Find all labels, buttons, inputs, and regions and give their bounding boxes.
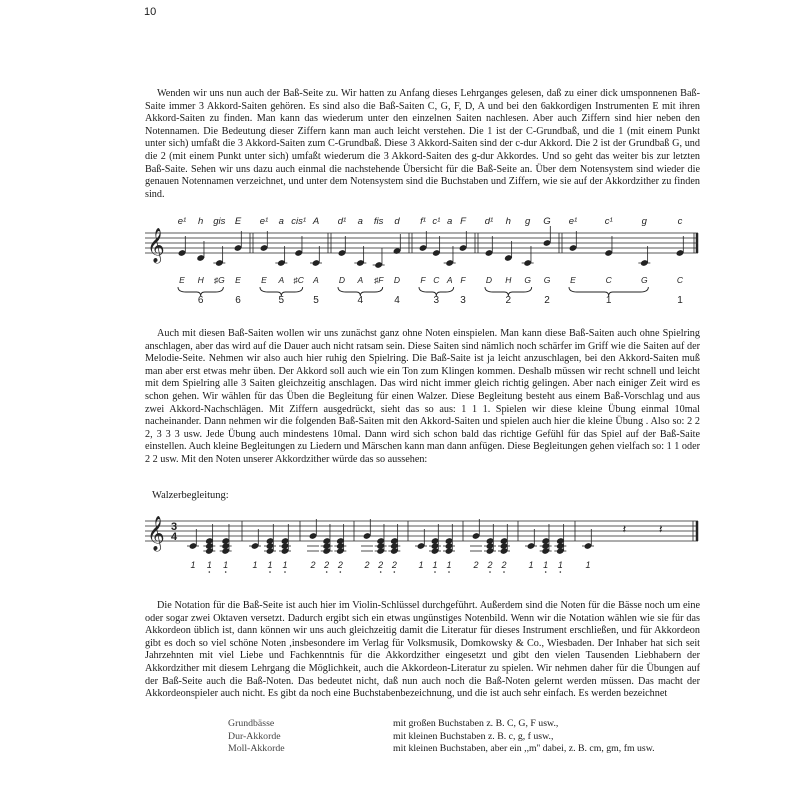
note-label: g xyxy=(641,216,647,227)
quarter-rest-icon: 𝄽 xyxy=(658,522,663,536)
note-label: 1 xyxy=(557,560,563,570)
note-label: 1 xyxy=(446,560,452,570)
chord-dot xyxy=(394,571,396,573)
paragraph-bass-side-intro: Wenden wir uns nun auch der Baß-Seite zu. Wir hatten zu Anfang dieses Lehrganges gelesen, daß zu einer dick umsponnenen Baß-Saite immer 3 Akkord-Saiten gehören. Es sind also die Baß-Saiten C, G, F, D, A und bei den 6akkordigen Instrumenten E mit ihren Akkord-Saiten zu finden. Man kann das wiederum unter den einzelnen Saiten nachlesen. Aber auch Ziffern sind hier neben den Notennamen. Die Bedeutung dieser Ziffern kann man auch leicht verstehen. Die 1 ist der C-Grundbaß, und die 1 (mit einem Punkt unter sich) umfaßt die 3 Akkord-Saiten zum C-Grundbaß. Diese 3 Akkord-Saiten sind der c-dur Akkord. Die 2 ist der Grundbaß G, und die 2 (mit einem Punkt unter sich) umfaßt wiederum die 3 Akkord-Saiten des g-dur Akkordes. Und so geht das weiter bis zur letzten Baß-Saite. Sehen wir uns dazu auch einmal die nachstehende Übersicht für die Baß-Seite an. Über dem Notensystem sind wieder die genauen Notennamen verzeichnet, und unter dem Notensystem sind die Buchstaben und Ziffern, wie sie auf der Akkordzither zu finden sind. xyxy=(145,88,700,200)
note-label: a xyxy=(278,216,284,227)
designation-term: Grundbässe xyxy=(228,718,275,729)
note-label: F xyxy=(460,275,466,285)
note-label: 3 xyxy=(433,295,440,306)
designation-term: Dur-Akkorde xyxy=(228,730,281,742)
note-label: 2 xyxy=(310,560,316,570)
note-label: 3 xyxy=(170,521,178,533)
note-label: 4 xyxy=(394,295,400,306)
note-label: d xyxy=(394,216,400,227)
note-label: 2 xyxy=(487,560,493,570)
designation-row xyxy=(228,718,655,731)
note-label: e¹ xyxy=(259,216,269,227)
note-label: f¹ xyxy=(420,216,426,227)
note-label: G xyxy=(641,275,648,285)
note-label: A xyxy=(313,275,319,285)
note-label: 2 xyxy=(505,295,512,306)
note-label: H xyxy=(197,275,204,285)
note-label: E xyxy=(261,275,267,285)
designation-row xyxy=(228,743,655,756)
note-label: e¹ xyxy=(568,216,578,227)
designation-table xyxy=(228,718,655,756)
note-label: E xyxy=(235,275,241,285)
note-label: 1 xyxy=(190,560,196,570)
paragraph-practice: Auch mit diesen Baß-Saiten wollen wir uns zunächst ganz ohne Noten einspielen. Man kann diese Baß-Saiten auch ohne Spielring anschlagen, aber das wird auf die Dauer auch nicht ratsam sein. Diese Saiten sind nämlich noch schärfer im Griff wie die Saiten auf der Melodie-Seite. Nehmen wir also auch hier ruhig den Spielring. Die Baß-Saite ist ja leicht anzuschlagen, bei den Akkord-Saiten muß man aber erst etwas mehr üben. Der Akkord soll auch wie ein Ton zum Klingen kommen. Deshalb müssen wir recht schnell und leicht mit dem Spielring alle 3 Saiten gleichzeitig anschlagen. Das wird nicht immer gleich richtig gelingen. Aber nach einiger Zeit wird es schon gehen. Wir wählen für das Üben die Begleitung für einen Walzer. Diese Begleitung besteht aus einem Baß-Vorschlag und aus zwei Akkord-Nachschlägen. Mit Ziffern ausgedrückt, sieht das so aus: 1 1 1. Spielen wir diese kleine Übung einmal 10mal nacheinander. Dann nehmen wir die folgenden Baß-Saiten mit den Akkord-Saiten und spielen auch hier die kleine Übung . Also so: 2 2 2, 3 3 3 usw. Jede Übung auch mindestens 10mal. Dann wird sich schon bald das richtige Gefühl für das Spiel auf der Baß-Saite einstellen. Auch kleine Begleitungen zu Liedern und Märschen kann man dann anfügen. Diese Begleitungen gehen vielfach so: 1 1 oder 2 2 usw. Mit den Noten unserer Akkordzither würde das so aussehen: xyxy=(145,328,700,465)
note-label: D xyxy=(485,275,493,285)
note-label: d¹ xyxy=(337,216,347,227)
page-number: 10 xyxy=(144,6,157,18)
paragraph-notation: Die Notation für die Baß-Seite ist auch hier im Violin-Schlüssel durchgeführt. Außerdem sind die Noten für die Bässe noch um eine oder sogar zwei Oktaven versetzt. Dadurch ergibt sich ein etwas ungünstiges Notenbild. Wenn wir die Notation wählen wie sie für das Akkordeon üblich ist, dann können wir uns auch gleichzeitig damit die Literatur für dieses Instrument erschließen, und für Akkordeon gibt es doch so viel schöne Noten ,insbesondere im Verlag für Volksmusik, Domkowsky & Co., Wiesbaden. Der Inhaber hat sich seit Jahrzehnten mit viel Liebe und Fachkenntnis für die Akkordzither eingesetzt und gibt den vielen Tausenden Liebhabern der Akkordzither mit diesem Lehrgang die Möglichkeit, auch die Akkordeon-Literatur zu spielen. Wir nehmen daher für die Übungen auf der Baß-Seite auch die Baß-Noten. Das bedeutet nicht, daß nun auch noch die Baß-Noten gelernt werden müssen. Das macht der Akkordeonspieler auch nicht. Es gibt da noch eine Buchstabenbezeichnung, und die ist auch sehr einfach. Es werden bezeichnet xyxy=(145,600,700,700)
note-label: 4 xyxy=(357,295,364,306)
note-label: F xyxy=(460,216,466,227)
note-label: E xyxy=(234,216,242,227)
note-label: 1 xyxy=(432,560,438,570)
chord-dot xyxy=(489,571,491,573)
note-label: c¹ xyxy=(604,216,613,227)
note-label: g xyxy=(525,216,531,227)
note-label: 4 xyxy=(170,531,178,543)
note-label: 2 xyxy=(544,295,550,306)
note-label: G xyxy=(543,216,551,227)
quarter-rest-icon: 𝄽 xyxy=(622,522,627,536)
note-label: 2 xyxy=(337,560,343,570)
note-label: c¹ xyxy=(432,216,441,227)
note-label: 3 xyxy=(460,295,466,306)
designation-description: mit großen Buchstaben z. B. C, G, F usw., xyxy=(393,718,559,729)
chord-dot xyxy=(326,571,328,573)
note-label: h xyxy=(505,216,511,227)
note-label: 1 xyxy=(677,295,683,306)
note-label: 1 xyxy=(282,560,288,570)
note-label: a xyxy=(357,216,363,227)
note-label: cis¹ xyxy=(291,216,307,227)
note-label: E xyxy=(570,275,576,285)
walzer-title: Walzerbegleitung: xyxy=(152,490,229,501)
note-label: D xyxy=(393,275,401,285)
note-label: gis xyxy=(213,216,226,227)
note-label: ♯F xyxy=(373,275,384,285)
designation-term: Moll-Akkorde xyxy=(228,743,285,754)
note-label: 1 xyxy=(605,295,612,306)
note-label: ♯G xyxy=(213,275,225,285)
chord-dot xyxy=(560,571,562,573)
note-label: F xyxy=(420,275,426,285)
treble-clef-icon: 𝄞 xyxy=(147,516,165,551)
note-label: 1 xyxy=(543,560,549,570)
note-label: 1 xyxy=(528,560,534,570)
note-label: e¹ xyxy=(177,216,187,227)
note-label: D xyxy=(338,275,346,285)
note-label: C xyxy=(676,275,684,285)
note-label: 5 xyxy=(313,295,319,306)
note-label: 1 xyxy=(585,560,591,570)
note-label: c xyxy=(677,216,683,227)
chord-dot xyxy=(545,571,547,573)
note-label: 2 xyxy=(364,560,370,570)
designation-description: mit kleinen Buchstaben z. B. c, g, f usw., xyxy=(393,730,554,742)
note-label: ♯C xyxy=(293,275,304,285)
chord-dot xyxy=(284,571,286,573)
note-label: E xyxy=(179,275,185,285)
chord-dot xyxy=(434,571,436,573)
note-label: A xyxy=(312,216,320,227)
chord-dot xyxy=(209,571,211,573)
note-label: 1 xyxy=(418,560,424,570)
note-label: 6 xyxy=(235,295,241,306)
note-label: 2 xyxy=(473,560,479,570)
note-label: C xyxy=(433,275,440,285)
note-label: 5 xyxy=(278,295,285,306)
designation-description: mit kleinen Buchstaben, aber ein ,,m'' dabei, z. B. cm, gm, fm usw. xyxy=(393,743,655,754)
note-label: A xyxy=(278,275,285,285)
note-label: 1 xyxy=(223,560,229,570)
chord-dot xyxy=(448,571,450,573)
note-label: 6 xyxy=(197,295,204,306)
note-label: h xyxy=(198,216,204,227)
note-label: fis xyxy=(373,216,384,227)
note-label: C xyxy=(605,275,612,285)
note-label: A xyxy=(446,275,453,285)
note-label: 1 xyxy=(206,560,212,570)
chord-dot xyxy=(269,571,271,573)
note-label: 2 xyxy=(378,560,384,570)
note-label: 2 xyxy=(324,560,330,570)
chord-dot xyxy=(225,571,227,573)
note-label: G xyxy=(543,275,551,285)
note-label: d¹ xyxy=(484,216,494,227)
chord-dot xyxy=(340,571,342,573)
chord-dot xyxy=(503,571,505,573)
note-label: H xyxy=(505,275,512,285)
note-label: A xyxy=(357,275,364,285)
note-label: 2 xyxy=(391,560,397,570)
note-label: 1 xyxy=(267,560,273,570)
note-label: a xyxy=(447,216,453,227)
note-label: 1 xyxy=(252,560,258,570)
note-label: G xyxy=(524,275,531,285)
note-label: 2 xyxy=(501,560,507,570)
treble-clef-icon: 𝄞 xyxy=(147,228,165,263)
designation-row xyxy=(228,731,655,744)
chord-dot xyxy=(380,571,382,573)
